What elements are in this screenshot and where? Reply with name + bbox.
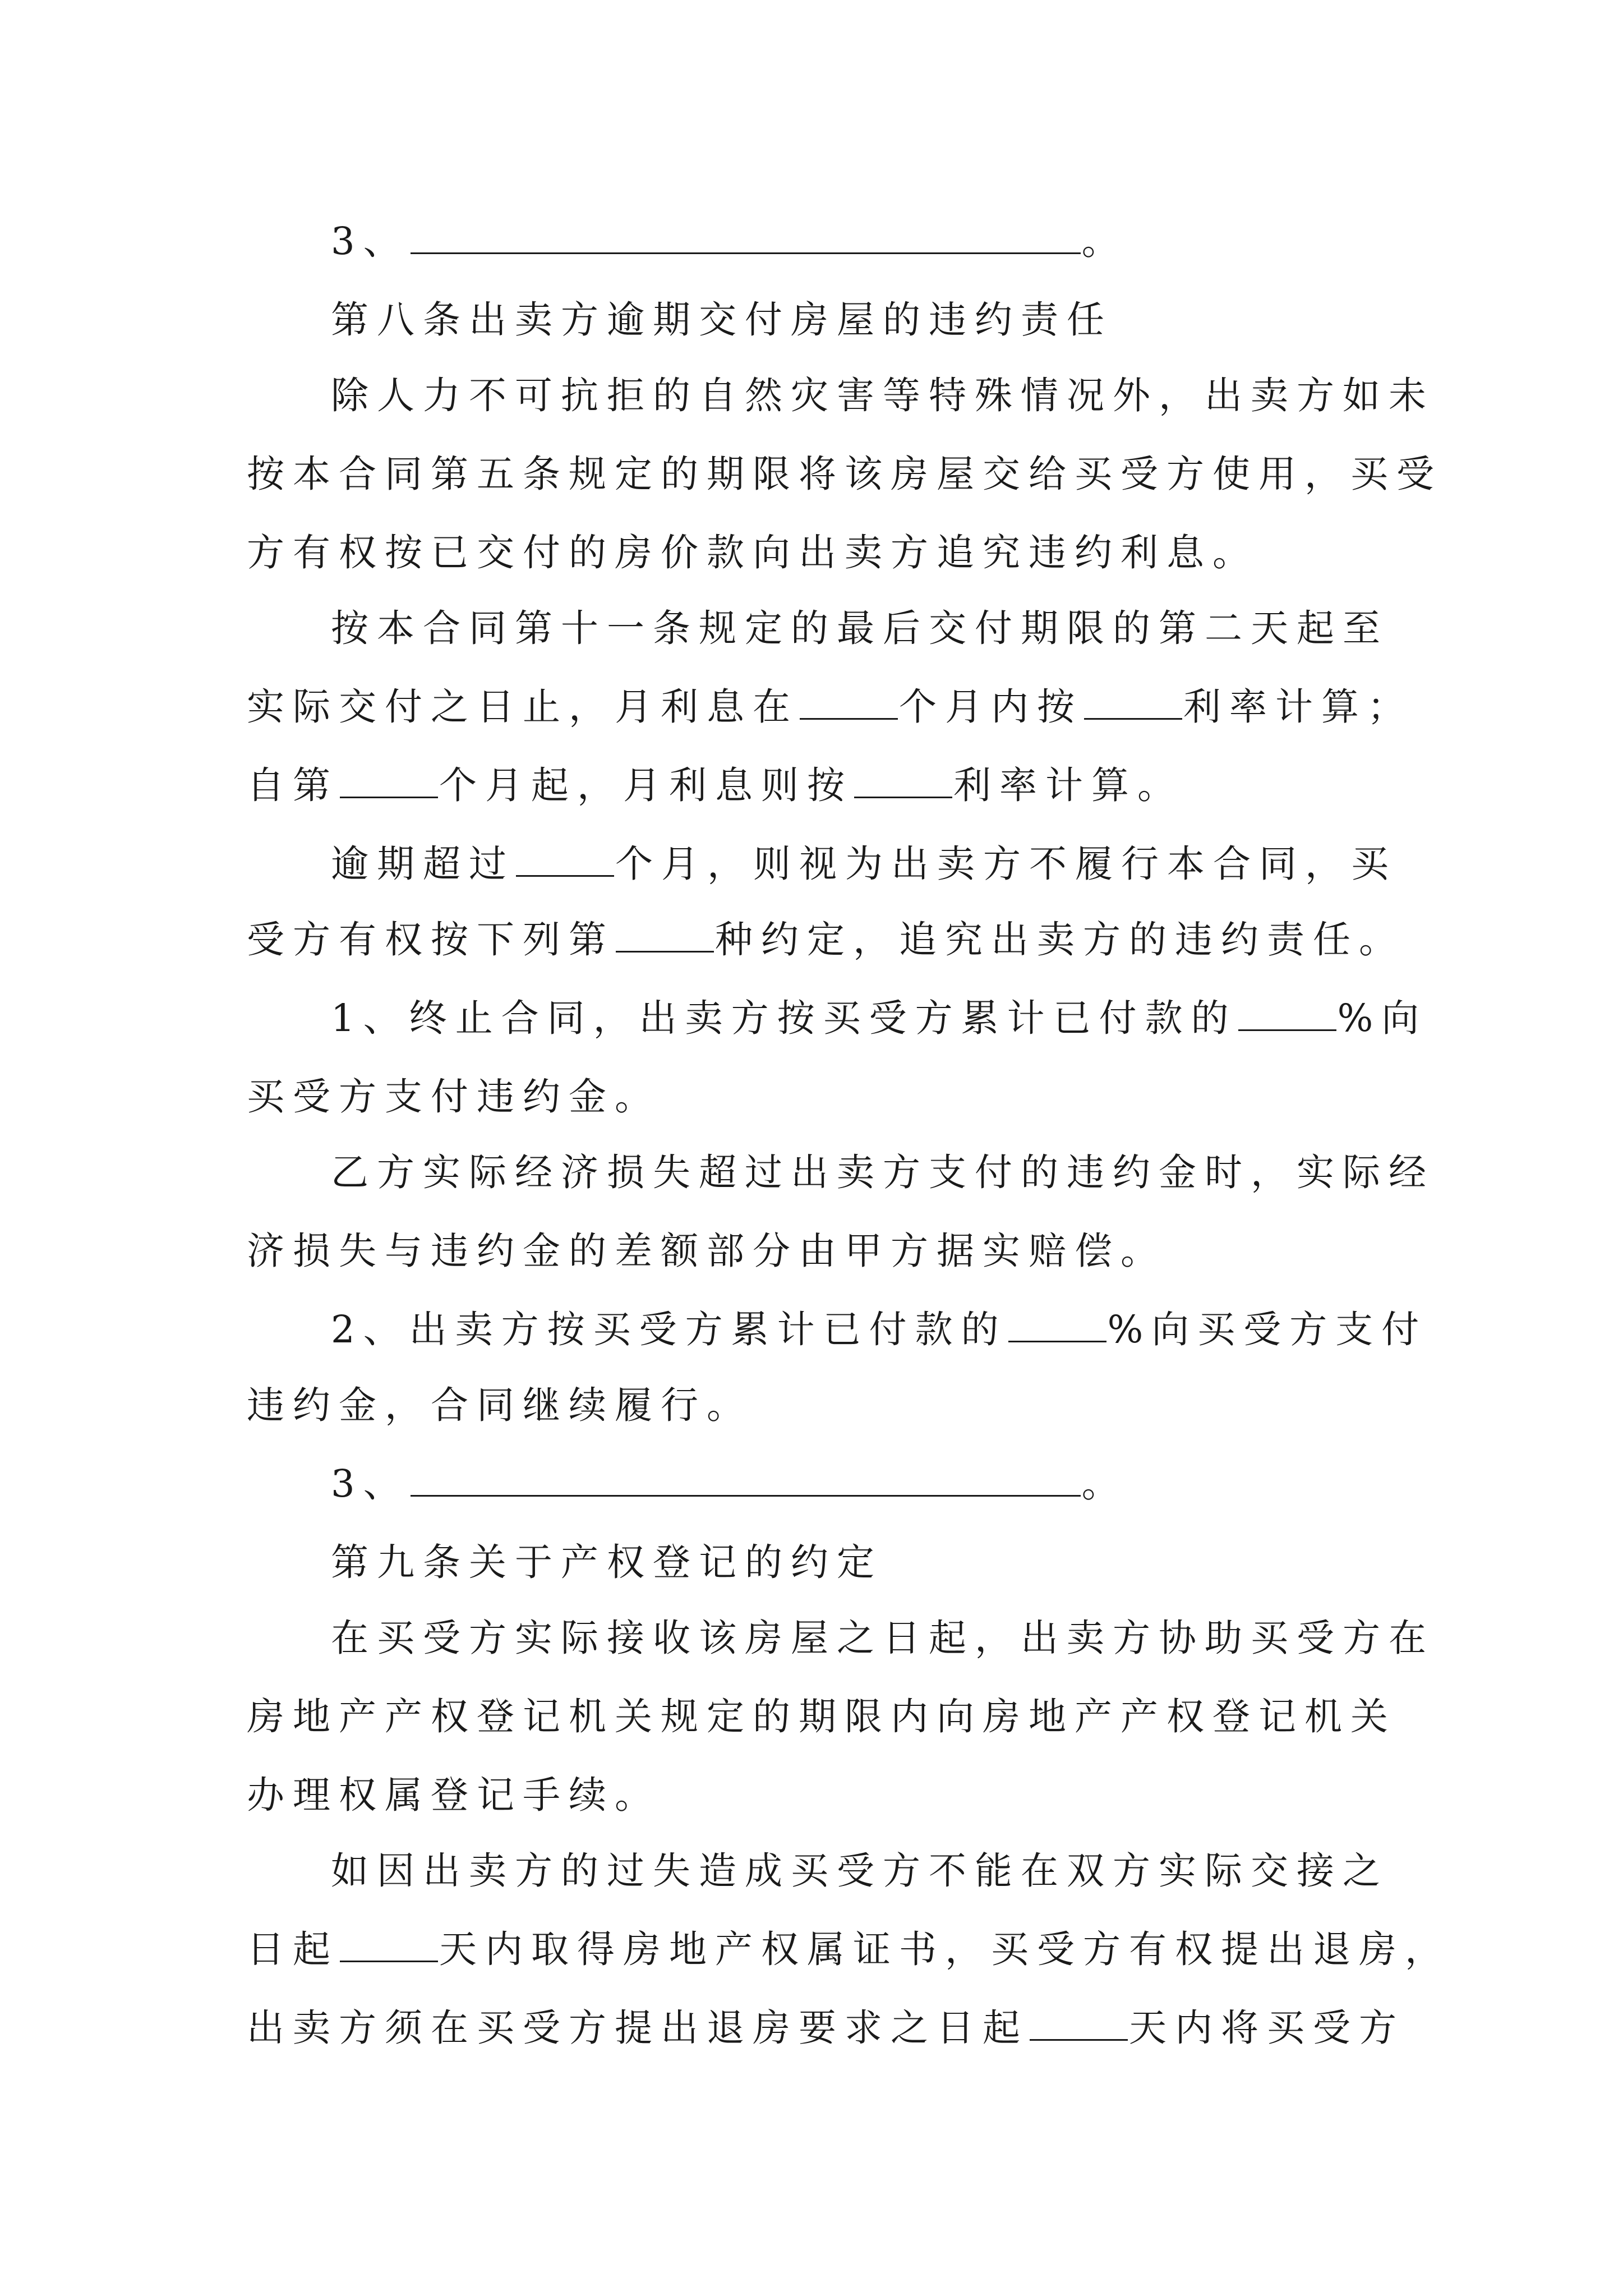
- text-segment: 如因出卖方的过失造成买受方不能在双方实际交接之: [331, 1849, 1389, 1893]
- text-line: [247, 1228, 1166, 1273]
- blank-fill-line: [800, 684, 898, 720]
- text-line: [331, 1307, 1427, 1352]
- text-line: [331, 1616, 1435, 1660]
- text-segment: 第八条出卖方逾期交付房屋的违约责任: [331, 298, 1113, 342]
- blank-fill-line: [411, 219, 1081, 254]
- text-line: [247, 1383, 753, 1428]
- blank-fill-line: [411, 1461, 1081, 1497]
- text-segment: 个月内按: [899, 685, 1083, 729]
- text-segment: 按本合同第五条规定的期限将该房屋交给买受方使用，买受: [247, 452, 1442, 496]
- text-line: [331, 1540, 883, 1585]
- text-segment: 按本合同第十一条规定的最后交付期限的第二天起至: [331, 606, 1389, 650]
- text-line: [247, 530, 1258, 575]
- text-segment: 天内取得房地产权属证书，买受方有权提出退房，: [439, 1927, 1451, 1971]
- text-segment: 自第: [247, 763, 339, 807]
- text-segment: 3、: [331, 1462, 409, 1506]
- text-line: [331, 373, 1435, 418]
- text-segment: 3、: [331, 219, 409, 263]
- text-segment: 1、终止合同，出卖方按买受方累计已付款的: [331, 996, 1237, 1040]
- blank-fill-line: [1084, 684, 1182, 720]
- text-segment: 2、出卖方按买受方累计已付款的: [331, 1308, 1007, 1351]
- text-segment: 实际交付之日止，月利息在: [247, 685, 799, 729]
- text-segment: 。: [1081, 219, 1128, 263]
- text-line: [331, 996, 1427, 1041]
- blank-fill-line: [1030, 2005, 1128, 2041]
- text-line: [247, 1074, 661, 1119]
- text-line: [247, 1927, 1451, 1972]
- text-segment: 除人力不可抗拒的自然灾害等特殊情况外，出卖方如未: [331, 374, 1435, 417]
- blank-fill-line: [1008, 1307, 1106, 1342]
- text-line: [331, 1848, 1389, 1893]
- text-line: [247, 452, 1442, 496]
- text-segment: 天内将买受方: [1129, 2006, 1405, 2050]
- text-segment: 房地产产权登记机关规定的期限内向房地产产权登记机关: [247, 1695, 1396, 1738]
- text-segment: 利率计算。: [953, 763, 1183, 807]
- blank-fill-line: [854, 763, 952, 798]
- blank-fill-line: [340, 763, 438, 798]
- text-segment: 济损失与违约金的差额部分由甲方据实赔偿。: [247, 1229, 1166, 1273]
- text-segment: 第九条关于产权登记的约定: [331, 1540, 883, 1584]
- text-segment: 利率计算；: [1183, 685, 1413, 729]
- text-segment: 办理权属登记手续。: [247, 1773, 661, 1817]
- text-line: [247, 763, 1183, 808]
- text-segment: 个月起，月利息则按: [439, 763, 853, 807]
- text-line: [331, 606, 1389, 651]
- text-segment: 逾期超过: [331, 842, 515, 886]
- text-line: [247, 1773, 661, 1818]
- blank-fill-line: [616, 917, 714, 953]
- text-line: [247, 2005, 1405, 2050]
- text-line: [331, 841, 1397, 886]
- text-segment: 买受方支付违约金。: [247, 1075, 661, 1119]
- text-segment: 受方有权按下列第: [247, 918, 615, 961]
- text-segment: %向: [1337, 996, 1428, 1040]
- text-segment: 在买受方实际接收该房屋之日起，出卖方协助买受方在: [331, 1616, 1435, 1660]
- text-segment: 违约金，合同继续履行。: [247, 1383, 753, 1427]
- text-segment: 出卖方须在买受方提出退房要求之日起: [247, 2006, 1029, 2050]
- text-line: [331, 219, 1128, 264]
- text-segment: %向买受方支付: [1107, 1308, 1428, 1351]
- text-line: [331, 297, 1113, 342]
- text-line: [247, 917, 1405, 962]
- blank-fill-line: [340, 1927, 438, 1962]
- text-segment: 方有权按已交付的房价款向出卖方追究违约利息。: [247, 531, 1258, 574]
- text-line: [247, 684, 1413, 729]
- blank-fill-line: [516, 841, 614, 877]
- text-segment: 个月，则视为出卖方不履行本合同，买: [615, 842, 1397, 886]
- text-segment: 乙方实际经济损失超过出卖方支付的违约金时，实际经: [331, 1151, 1435, 1194]
- text-segment: 。: [1081, 1462, 1128, 1506]
- blank-fill-line: [1238, 996, 1336, 1031]
- text-line: [331, 1150, 1435, 1195]
- text-segment: 日起: [247, 1927, 339, 1971]
- text-line: [247, 1694, 1396, 1739]
- text-line: [331, 1461, 1128, 1506]
- text-segment: 种约定，追究出卖方的违约责任。: [715, 918, 1405, 961]
